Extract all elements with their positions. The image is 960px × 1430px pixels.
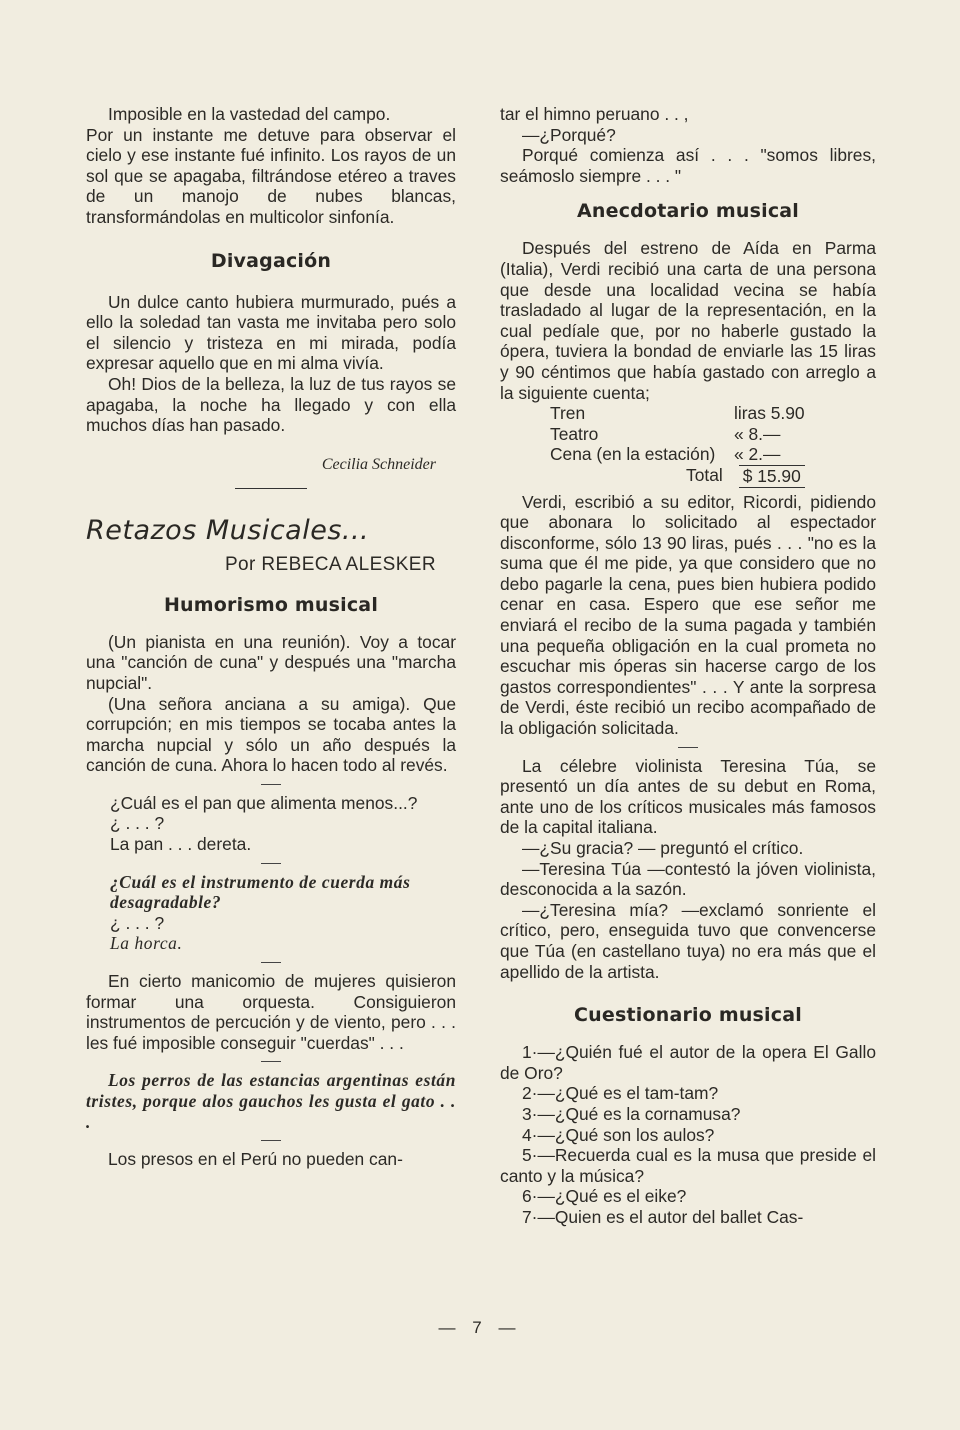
bill-item: Cena (en la estación): [550, 444, 716, 465]
riddle-question: ¿Cuál es el pan que alimenta menos...?: [110, 792, 418, 813]
anecdotario-heading: Anecdotario musical: [576, 200, 800, 223]
question-item: 7·—Quien es el autor del ballet Cas-: [522, 1206, 804, 1227]
question-item: 1·—¿Quién fué el autor de la opera El Gallo de Oro?: [500, 1042, 876, 1083]
anecdotario-paragraph: Verdi, escribió a su editor, Ricordi, pidiendo que abonara lo solicitado al espectador disconforme, sólo 13 90 liras, pués . . . "no es la suma que él me pide, ya que considero que no debo pagarle la cena, pues bien hubiera podido cenar en casa. Espero que ese señor me enviará el recibo de la suma pagada y también una pequeña obligación en la cual prometa no escuchar mis óperas sin hacerse cargo de los gastos correspondientes" . . . Y ante la sorpresa de Verdi, éste recibió un recibo acompañado de la obligación solicitada.: [500, 491, 876, 739]
riddle-dots: ¿ . . . ?: [110, 813, 165, 834]
presos-line: Los presos en el Perú no pueden can-: [108, 1149, 403, 1170]
humorismo-heading: Humorismo musical: [163, 593, 379, 616]
tua-dialogue: —¿Su gracia? — preguntó el crítico.: [522, 838, 804, 858]
separator-dash: [261, 962, 281, 963]
tua-dialogue: —Teresina Túa —contestó la jóven violinista, desconocida a la sazón.: [500, 858, 876, 900]
separator-dash: [261, 863, 281, 864]
bill-total-value: $ 15.90: [739, 465, 805, 488]
bill-amount: « 8.—: [734, 423, 781, 444]
left-column: [86, 104, 456, 1170]
bill-total-label: Total: [686, 464, 723, 485]
continued-line: —¿Porqué?: [522, 124, 616, 145]
separator-dash: [261, 1061, 281, 1062]
question-item: 5·—Recuerda cual es la musa que preside el canto y la música?: [500, 1145, 876, 1186]
author-signature: Cecilia Schneider: [321, 455, 436, 473]
separator-dash: [678, 747, 698, 748]
divagacion-heading: Divagación: [210, 249, 332, 272]
byline: Por REBECA ALESKER: [224, 553, 436, 575]
bill-amount: « 2.—: [734, 444, 781, 465]
section-title: Retazos Musicales...: [86, 514, 370, 546]
bill-total-row: [500, 465, 876, 488]
riddle-question: ¿Cuál es el instrumento de cuerda más desagradable?: [110, 871, 411, 913]
riddle-answer: La horca.: [110, 933, 183, 954]
bill-amount: liras 5.90: [734, 403, 805, 424]
question-item: 6·—¿Qué es el eike?: [522, 1186, 687, 1207]
expense-bill: [500, 403, 876, 487]
separator-dash: [261, 784, 281, 785]
bill-row: [500, 403, 876, 424]
intro-line: Imposible en la vastedad del campo.: [108, 104, 391, 124]
page-number: — 7 —: [438, 1318, 522, 1337]
question-item: 2·—¿Qué es el tam-tam?: [522, 1083, 719, 1104]
continued-line: tar el himno peruano . . ,: [500, 104, 689, 124]
bill-item: Teatro: [550, 423, 599, 444]
bill-row: [500, 444, 876, 465]
separator-dash: [261, 1140, 281, 1141]
question-item: 4·—¿Qué son los aulos?: [522, 1124, 715, 1145]
divagacion-paragraph: Un dulce canto hubiera murmurado, pués a ello la soledad tan vasta me invitaba pero solo el silencio y tristeza en mi mirada, podía expresar aquello que en mi alma vivía.: [86, 291, 456, 374]
manicomio-paragraph: En cierto manicomio de mujeres quisieron formar una orquesta. Consiguieron instrumentos de percución y de viento, pero . . . les fué imposible conseguir "cuerdas" . . .: [86, 971, 456, 1053]
divagacion-paragraph: Oh! Dios de la belleza, la luz de tus rayos se apagaba, la noche ha llegado y con ella muchos días han pasado.: [86, 373, 456, 436]
riddle-dots: ¿ . . . ?: [110, 912, 165, 933]
perros-joke: Los perros de las estancias argentinas están tristes, porque alos gauchos les gusta el gato . . .: [86, 1070, 456, 1132]
right-column: [500, 104, 876, 1228]
humor-paragraph: (Una señora anciana a su amiga). Que corrupción; en mis tiempos se tocaba antes la marcha nupcial y sólo un año después la canción de cuna. Ahora lo hacen todo al revés.: [86, 693, 456, 776]
bill-row: [500, 424, 876, 445]
section-divider: [235, 488, 307, 489]
anecdotario-paragraph: Después del estreno de Aída en Parma (Italia), Verdi recibió una carta de una persona que desde una localidad vecina se había trasladado al lugar de la representación, en la cual pedíale que, por no haberle gustado la ópera, tuviera la bondad de enviarle las 15 liras y 90 céntimos que había gastado con arreglo a la siguiente cuenta;: [500, 238, 876, 403]
humor-paragraph: (Un pianista en una reunión). Voy a tocar una "canción de cuna" y después una "marcha nupcial".: [86, 631, 456, 693]
tua-paragraph: La célebre violinista Teresina Túa, se presentó un día antes de su debut en Roma, ante uno de los críticos musicales más famosos de la capital italiana.: [500, 755, 876, 838]
tua-dialogue: —¿Teresina mía? —exclamó sonriente el crítico, pero, enseguida tuvo que convencerse que Túa (en castellano tuya) no era más que el apellido de la artista.: [500, 899, 876, 982]
continued-line: Porqué comienza así . . . "somos libres, seámoslo siempre . . . ": [500, 145, 876, 186]
intro-paragraph: Por un instante me detuve para observar el cielo y ese instante fué infinito. Los rayos de un sol que se apagaba, filtrándose etéreo a traves de un manojo de nubes blancas, transformándolas en multicolor sinfonía.: [86, 124, 456, 227]
question-item: 3·—¿Qué es la cornamusa?: [522, 1103, 741, 1124]
cuestionario-heading: Cuestionario musical: [574, 1004, 802, 1027]
bill-item: Tren: [550, 403, 586, 424]
riddle-answer: La pan . . . dereta.: [110, 834, 252, 855]
